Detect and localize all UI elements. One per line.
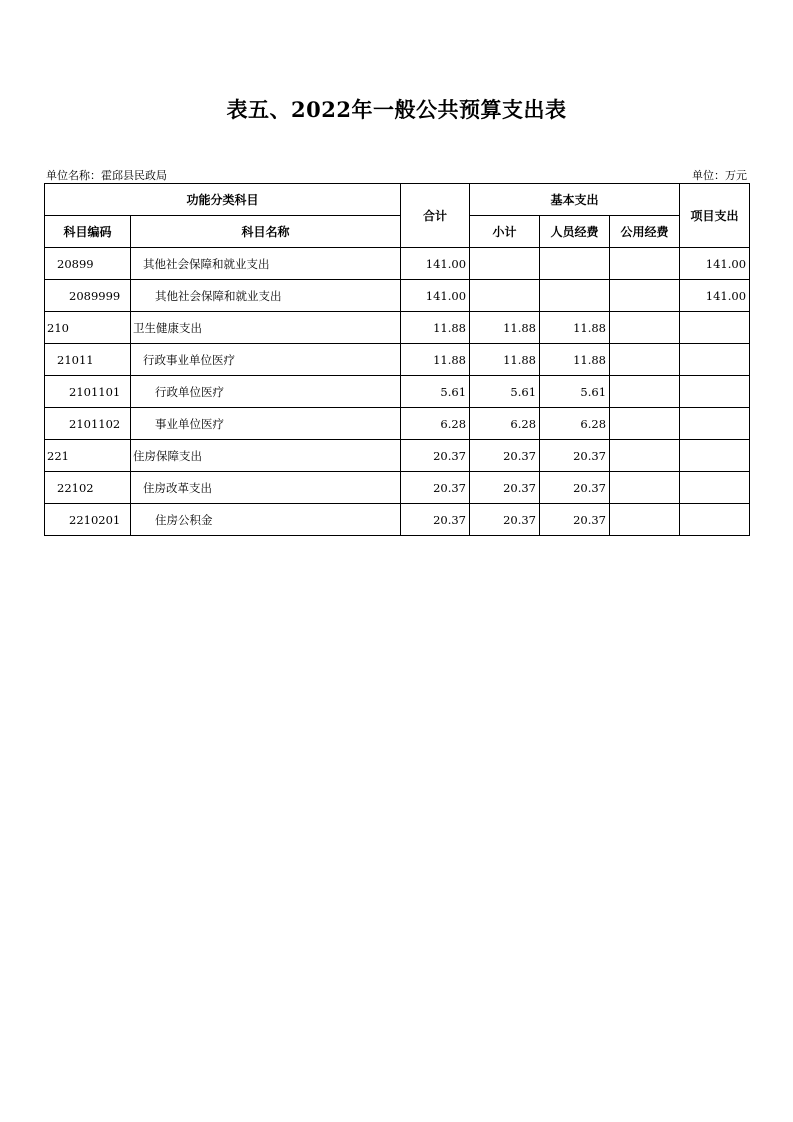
subtotal-cell: 11.88 bbox=[470, 312, 540, 344]
code-cell: 2089999 bbox=[45, 280, 131, 312]
total-cell: 141.00 bbox=[401, 248, 470, 280]
public-funds-cell bbox=[610, 472, 680, 504]
name-cell: 事业单位医疗 bbox=[131, 408, 401, 440]
budget-table bbox=[44, 183, 750, 536]
total-cell: 6.28 bbox=[401, 408, 470, 440]
name-cell: 住房保障支出 bbox=[131, 440, 401, 472]
header-functional-classification: 功能分类科目 bbox=[45, 184, 401, 216]
table-row bbox=[45, 376, 750, 408]
table-row bbox=[45, 344, 750, 376]
public-funds-cell bbox=[610, 504, 680, 536]
project-cell bbox=[680, 440, 750, 472]
project-cell bbox=[680, 504, 750, 536]
subtotal-cell: 20.37 bbox=[470, 440, 540, 472]
code-cell: 21011 bbox=[45, 344, 131, 376]
project-cell: 141.00 bbox=[680, 280, 750, 312]
header-total: 合计 bbox=[401, 184, 470, 248]
header-public-funds: 公用经费 bbox=[610, 216, 680, 248]
total-cell: 20.37 bbox=[401, 440, 470, 472]
subtotal-cell: 11.88 bbox=[470, 344, 540, 376]
project-cell bbox=[680, 408, 750, 440]
name-cell: 行政事业单位医疗 bbox=[131, 344, 401, 376]
name-cell: 卫生健康支出 bbox=[131, 312, 401, 344]
unit-name: 单位名称：霍邱县民政局 bbox=[46, 169, 167, 182]
public-funds-cell bbox=[610, 408, 680, 440]
public-funds-cell bbox=[610, 312, 680, 344]
code-cell: 210 bbox=[45, 312, 131, 344]
public-funds-cell bbox=[610, 344, 680, 376]
header-personnel: 人员经费 bbox=[540, 216, 610, 248]
code-cell: 221 bbox=[45, 440, 131, 472]
project-cell bbox=[680, 312, 750, 344]
table-body bbox=[45, 248, 750, 536]
total-cell: 5.61 bbox=[401, 376, 470, 408]
table-row bbox=[45, 408, 750, 440]
total-cell: 20.37 bbox=[401, 504, 470, 536]
name-cell: 住房改革支出 bbox=[131, 472, 401, 504]
code-cell: 22102 bbox=[45, 472, 131, 504]
header-project-expenditure: 项目支出 bbox=[680, 184, 750, 248]
code-cell: 2101101 bbox=[45, 376, 131, 408]
personnel-cell: 11.88 bbox=[540, 344, 610, 376]
subtotal-cell: 6.28 bbox=[470, 408, 540, 440]
table-row bbox=[45, 472, 750, 504]
personnel-cell: 11.88 bbox=[540, 312, 610, 344]
name-cell: 其他社会保障和就业支出 bbox=[131, 280, 401, 312]
personnel-cell bbox=[540, 248, 610, 280]
public-funds-cell bbox=[610, 280, 680, 312]
personnel-cell: 20.37 bbox=[540, 472, 610, 504]
table-row bbox=[45, 280, 750, 312]
subtotal-cell bbox=[470, 280, 540, 312]
header-subtotal: 小计 bbox=[470, 216, 540, 248]
unit-label: 单位：万元 bbox=[692, 169, 747, 182]
page-title: 表五、2022年一般公共预算支出表 bbox=[226, 97, 567, 122]
project-cell bbox=[680, 376, 750, 408]
header-basic-expenditure: 基本支出 bbox=[470, 184, 680, 216]
total-cell: 141.00 bbox=[401, 280, 470, 312]
code-cell: 2210201 bbox=[45, 504, 131, 536]
project-cell bbox=[680, 472, 750, 504]
table-row bbox=[45, 504, 750, 536]
table-row bbox=[45, 248, 750, 280]
subtotal-cell: 20.37 bbox=[470, 472, 540, 504]
table-row bbox=[45, 440, 750, 472]
public-funds-cell bbox=[610, 440, 680, 472]
total-cell: 11.88 bbox=[401, 344, 470, 376]
name-cell: 行政单位医疗 bbox=[131, 376, 401, 408]
name-cell: 住房公积金 bbox=[131, 504, 401, 536]
subtotal-cell: 5.61 bbox=[470, 376, 540, 408]
personnel-cell: 20.37 bbox=[540, 504, 610, 536]
personnel-cell bbox=[540, 280, 610, 312]
public-funds-cell bbox=[610, 376, 680, 408]
personnel-cell: 5.61 bbox=[540, 376, 610, 408]
table-row bbox=[45, 312, 750, 344]
code-cell: 2101102 bbox=[45, 408, 131, 440]
personnel-cell: 6.28 bbox=[540, 408, 610, 440]
subtotal-cell bbox=[470, 248, 540, 280]
name-cell: 其他社会保障和就业支出 bbox=[131, 248, 401, 280]
code-cell: 20899 bbox=[45, 248, 131, 280]
total-cell: 20.37 bbox=[401, 472, 470, 504]
header-code: 科目编码 bbox=[45, 216, 131, 248]
subtotal-cell: 20.37 bbox=[470, 504, 540, 536]
project-cell bbox=[680, 344, 750, 376]
personnel-cell: 20.37 bbox=[540, 440, 610, 472]
project-cell: 141.00 bbox=[680, 248, 750, 280]
total-cell: 11.88 bbox=[401, 312, 470, 344]
public-funds-cell bbox=[610, 248, 680, 280]
header-name: 科目名称 bbox=[131, 216, 401, 248]
